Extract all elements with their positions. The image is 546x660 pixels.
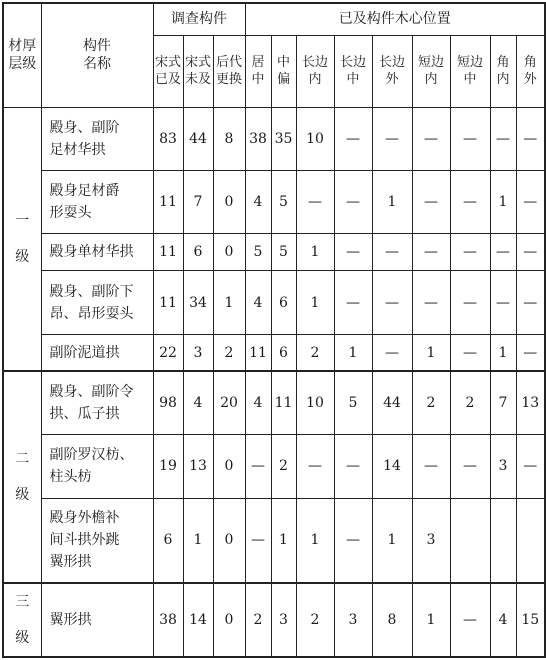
position-count-cell: — [334, 498, 372, 582]
survey-count-cell: 11 [153, 271, 183, 334]
survey-col-header-3 [213, 35, 245, 107]
member-name-line: 柱头枋 [49, 469, 92, 486]
member-name-line: 殿身外檐补 [49, 510, 120, 527]
position-col-header-1-line-1: 居 [251, 55, 265, 70]
position-count-cell: 44 [372, 371, 412, 434]
position-col-header-2-line-2: 偏 [276, 72, 290, 87]
name-header-line-1: 构件 [83, 38, 111, 55]
survey-count-cell: 98 [153, 371, 183, 434]
level-label-char: 二 [15, 450, 30, 467]
survey-col-header-1-line-1: 宋式 [154, 55, 181, 70]
member-name-cell [41, 371, 153, 434]
position-count-cell: 11 [271, 371, 296, 434]
level-label-char: 三 [15, 593, 30, 610]
member-name-line: 间斗拱外跳 [49, 532, 120, 549]
position-col-header-1-line-2: 中 [251, 72, 265, 87]
member-name-line: 殿身单材华拱 [49, 244, 134, 261]
position-count-cell: 38 [245, 107, 271, 170]
header-row-group [3, 3, 545, 35]
position-col-header-9 [516, 35, 545, 107]
position-count-cell: — [516, 234, 545, 271]
survey-count-cell: 6 [183, 234, 213, 271]
position-count-cell: 1 [490, 170, 516, 233]
position-count-cell: 2 [412, 371, 450, 434]
survey-count-cell: 22 [153, 334, 183, 371]
survey-count-cell: 3 [183, 334, 213, 371]
position-count-cell: — [490, 107, 516, 170]
position-col-header-8-line-2: 内 [496, 72, 510, 87]
table-row [3, 435, 545, 498]
member-name-line: 昂、昂形耍头 [49, 305, 134, 322]
position-count-cell: — [245, 498, 271, 582]
survey-count-cell: 4 [183, 371, 213, 434]
member-name-line: 殿身、副阶下 [49, 283, 134, 300]
survey-count-cell: 19 [153, 435, 183, 498]
level-column-header [3, 3, 41, 107]
position-count-cell: 35 [271, 107, 296, 170]
position-count-cell: — [450, 271, 490, 334]
position-col-header-4-line-2: 中 [346, 72, 360, 87]
position-count-cell: — [372, 234, 412, 271]
position-count-cell: 6 [271, 271, 296, 334]
position-count-cell: 3 [334, 583, 372, 657]
table-row [3, 271, 545, 334]
timber-member-table [2, 2, 546, 658]
position-count-cell: 5 [271, 170, 296, 233]
table-row [3, 334, 545, 371]
table-body [3, 107, 545, 657]
position-count-cell [490, 498, 516, 582]
table-row [3, 583, 545, 657]
position-count-cell: — [490, 234, 516, 271]
position-count-cell: — [450, 234, 490, 271]
position-count-cell: 1 [296, 498, 334, 582]
member-name-line: 殿身、副阶 [49, 119, 120, 136]
position-count-cell [516, 498, 545, 582]
position-count-cell: — [412, 170, 450, 233]
member-name-line: 形耍头 [49, 205, 92, 222]
position-count-cell: 1 [271, 498, 296, 582]
position-count-cell: — [450, 170, 490, 233]
position-col-header-9-line-2: 外 [523, 72, 537, 87]
position-col-header-7-line-1: 短边 [456, 55, 483, 70]
survey-count-cell: 38 [153, 583, 183, 657]
position-col-header-3-line-1: 长边 [301, 55, 328, 70]
position-count-cell: 13 [516, 371, 545, 434]
name-header-line-2: 名称 [83, 56, 111, 73]
member-name-cell [41, 435, 153, 498]
survey-count-cell: 0 [213, 435, 245, 498]
position-count-cell: — [412, 234, 450, 271]
level-label-char: 一 [15, 212, 30, 229]
position-count-cell: 2 [296, 334, 334, 371]
survey-count-cell: 0 [213, 170, 245, 233]
member-name-cell [41, 271, 153, 334]
member-name-cell [41, 334, 153, 371]
member-name-line: 足材华拱 [49, 141, 106, 158]
position-count-cell: — [450, 107, 490, 170]
level-label-char: 级 [15, 248, 30, 265]
member-name-line: 拱、瓜子拱 [49, 406, 120, 423]
position-count-cell: 1 [372, 170, 412, 233]
position-col-header-8-line-1: 角 [496, 55, 510, 70]
position-count-cell: 14 [372, 435, 412, 498]
survey-col-header-1 [153, 35, 183, 107]
position-col-header-8 [490, 35, 516, 107]
member-name-line: 翼形拱 [49, 611, 92, 628]
position-count-cell: — [334, 107, 372, 170]
position-count-cell: 4 [490, 583, 516, 657]
survey-count-cell: 83 [153, 107, 183, 170]
position-count-cell: — [490, 271, 516, 334]
survey-col-header-2-line-2: 未及 [184, 72, 211, 87]
position-col-header-4 [334, 35, 372, 107]
position-col-header-5-line-1: 长边 [378, 55, 405, 70]
position-col-header-7 [450, 35, 490, 107]
survey-count-cell: 11 [153, 234, 183, 271]
table-row [3, 107, 545, 170]
position-count-cell: 10 [296, 107, 334, 170]
member-name-line: 殿身足材爵 [49, 183, 120, 200]
position-count-cell: 1 [412, 583, 450, 657]
position-count-cell: — [516, 107, 545, 170]
position-col-header-6-line-2: 内 [424, 72, 438, 87]
table-row [3, 371, 545, 434]
member-name-cell [41, 234, 153, 271]
position-count-cell: — [412, 271, 450, 334]
level-header-line-2: 层级 [8, 56, 37, 73]
position-count-cell: 4 [245, 271, 271, 334]
position-count-cell: 8 [372, 583, 412, 657]
position-count-cell: — [450, 334, 490, 371]
position-group-header: 已及构件木心位置 [245, 3, 545, 35]
position-count-cell: 5 [334, 371, 372, 434]
survey-count-cell: 13 [183, 435, 213, 498]
position-count-cell: 1 [296, 234, 334, 271]
position-count-cell: 4 [245, 371, 271, 434]
position-count-cell: — [516, 435, 545, 498]
level-header-line-1: 材厚 [8, 38, 37, 55]
member-name-cell [41, 583, 153, 657]
position-count-cell [450, 498, 490, 582]
position-count-cell: — [516, 334, 545, 371]
level-label-char: 级 [15, 629, 30, 646]
survey-count-cell: 34 [183, 271, 213, 334]
level-label [3, 371, 41, 582]
position-count-cell: 2 [271, 435, 296, 498]
position-col-header-3-line-2: 内 [308, 72, 322, 87]
position-count-cell: — [296, 435, 334, 498]
position-col-header-2-line-1: 中 [276, 55, 290, 70]
position-count-cell: 1 [412, 334, 450, 371]
member-name-line: 翼形拱 [49, 554, 92, 571]
member-name-cell [41, 498, 153, 582]
position-count-cell: — [334, 435, 372, 498]
level-label [3, 583, 41, 657]
survey-count-cell: 1 [213, 271, 245, 334]
survey-count-cell: 0 [213, 498, 245, 582]
position-count-cell: 7 [490, 371, 516, 434]
position-count-cell: 3 [271, 583, 296, 657]
name-column-header [41, 3, 153, 107]
position-col-header-7-line-2: 中 [463, 72, 477, 87]
position-count-cell: — [412, 435, 450, 498]
position-col-header-6 [412, 35, 450, 107]
position-count-cell: 1 [490, 334, 516, 371]
position-count-cell: — [450, 583, 490, 657]
survey-col-header-1-line-2: 已及 [154, 72, 181, 87]
position-count-cell: 5 [245, 234, 271, 271]
survey-count-cell: 20 [213, 371, 245, 434]
position-count-cell: 1 [296, 271, 334, 334]
position-count-cell: — [334, 170, 372, 233]
position-count-cell: — [516, 170, 545, 233]
position-count-cell: 2 [450, 371, 490, 434]
survey-col-header-3-line-2: 更换 [215, 72, 242, 87]
position-count-cell: 5 [271, 234, 296, 271]
position-count-cell: 2 [245, 583, 271, 657]
position-count-cell: 1 [334, 334, 372, 371]
position-count-cell: 10 [296, 371, 334, 434]
survey-count-cell: 11 [153, 170, 183, 233]
position-count-cell: — [334, 234, 372, 271]
position-count-cell: 2 [296, 583, 334, 657]
position-count-cell: 3 [412, 498, 450, 582]
member-name-cell [41, 170, 153, 233]
survey-col-header-2 [183, 35, 213, 107]
position-count-cell: — [372, 107, 412, 170]
survey-col-header-3-line-1: 后代 [215, 55, 242, 70]
survey-count-cell: 0 [213, 234, 245, 271]
position-count-cell: — [334, 271, 372, 334]
survey-count-cell: 2 [213, 334, 245, 371]
position-count-cell: 3 [490, 435, 516, 498]
position-col-header-6-line-1: 短边 [417, 55, 444, 70]
position-count-cell: — [296, 170, 334, 233]
position-col-header-5 [372, 35, 412, 107]
survey-count-cell: 7 [183, 170, 213, 233]
position-col-header-4-line-1: 长边 [339, 55, 366, 70]
survey-col-header-2-line-1: 宋式 [184, 55, 211, 70]
member-name-line: 殿身、副阶令 [49, 384, 134, 401]
position-count-cell: — [516, 271, 545, 334]
position-count-cell: 1 [372, 498, 412, 582]
survey-count-cell: 6 [153, 498, 183, 582]
survey-count-cell: 0 [213, 583, 245, 657]
position-col-header-1 [245, 35, 271, 107]
position-count-cell: 11 [245, 334, 271, 371]
member-name-cell [41, 107, 153, 170]
member-name-line: 副阶泥道拱 [49, 344, 120, 361]
survey-count-cell: 8 [213, 107, 245, 170]
table-row [3, 234, 545, 271]
position-count-cell: 4 [245, 170, 271, 233]
survey-group-header: 调查构件 [153, 3, 245, 35]
survey-count-cell: 1 [183, 498, 213, 582]
position-col-header-2 [271, 35, 296, 107]
position-count-cell: — [245, 435, 271, 498]
member-name-line: 副阶罗汉枋、 [49, 447, 134, 464]
table-row [3, 498, 545, 582]
level-label-char: 级 [15, 486, 30, 503]
table-row [3, 170, 545, 233]
position-count-cell: 6 [271, 334, 296, 371]
level-label [3, 107, 41, 371]
position-col-header-5-line-2: 外 [385, 72, 399, 87]
position-count-cell: — [450, 435, 490, 498]
survey-count-cell: 44 [183, 107, 213, 170]
position-col-header-9-line-1: 角 [523, 55, 537, 70]
position-count-cell: — [372, 334, 412, 371]
position-count-cell: 15 [516, 583, 545, 657]
position-count-cell: — [372, 271, 412, 334]
position-col-header-3 [296, 35, 334, 107]
survey-count-cell: 14 [183, 583, 213, 657]
position-count-cell: — [412, 107, 450, 170]
